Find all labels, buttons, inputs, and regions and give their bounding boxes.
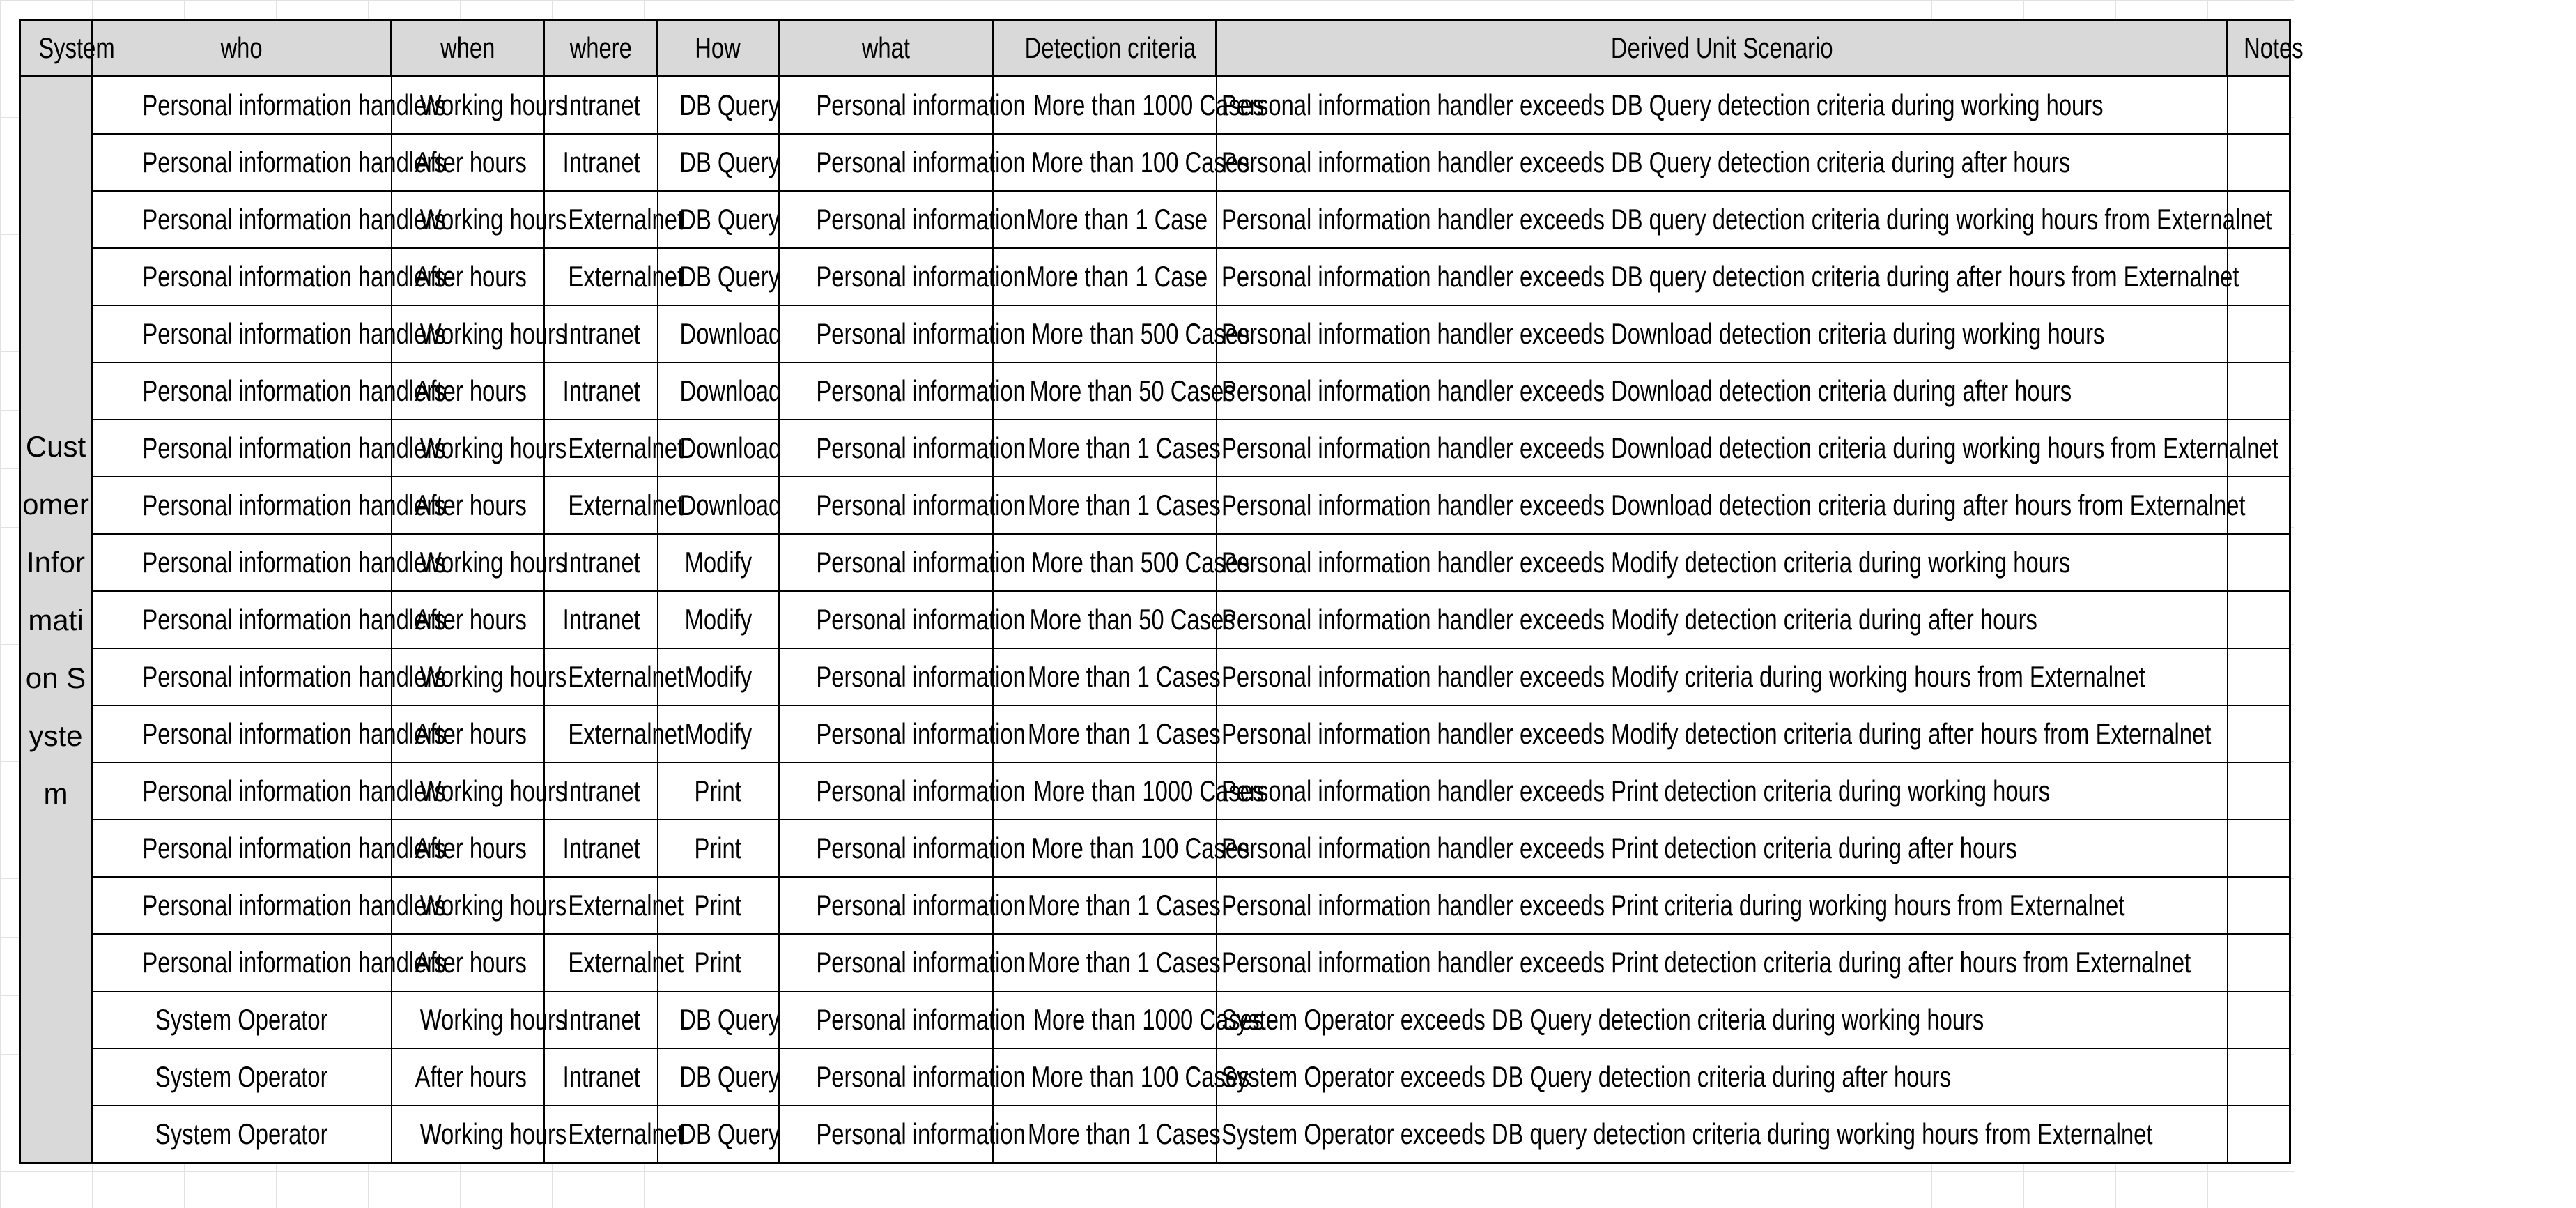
cell-how-text: DB Query xyxy=(679,146,780,178)
cell-criteria[interactable] xyxy=(993,1048,1249,1106)
cell-who[interactable] xyxy=(92,877,446,934)
cell-who[interactable] xyxy=(92,477,446,534)
cell-notes[interactable] xyxy=(2228,877,2290,934)
cell-notes[interactable] xyxy=(2228,934,2290,991)
cell-scenario[interactable] xyxy=(1217,248,2239,305)
cell-what-text: Personal information xyxy=(815,774,1026,807)
cell-who-text: Personal information handlers xyxy=(142,89,446,121)
cell-how-text: DB Query xyxy=(679,203,780,236)
header-notes-label: Notes xyxy=(2244,31,2304,64)
table-row xyxy=(20,534,2290,591)
cell-when-text: After hours xyxy=(415,832,527,864)
cell-what-text: Personal information xyxy=(815,603,1026,636)
cell-scenario[interactable] xyxy=(1217,648,2228,705)
cell-when-text: Working hours xyxy=(419,431,566,464)
cell-notes[interactable] xyxy=(2228,763,2290,820)
cell-how[interactable] xyxy=(658,1048,779,1106)
cell-what[interactable] xyxy=(779,1106,1026,1163)
cell-how-text: Download xyxy=(679,317,781,350)
header-what[interactable] xyxy=(779,20,993,77)
cell-criteria[interactable] xyxy=(993,934,1221,991)
cell-when-text: After hours xyxy=(415,603,527,636)
table-row xyxy=(20,820,2290,877)
cell-when-text: Working hours xyxy=(419,1003,566,1036)
cell-who[interactable] xyxy=(92,248,446,305)
cell-scenario[interactable] xyxy=(1217,877,2228,934)
cell-how-text: Modify xyxy=(684,717,752,750)
cell-when-text: After hours xyxy=(415,374,527,407)
cell-what-text: Personal information xyxy=(815,946,1026,979)
cell-who-text: System Operator xyxy=(155,1003,328,1036)
table-row xyxy=(20,934,2290,991)
cell-criteria-text: More than 1 Cases xyxy=(1027,431,1221,464)
header-row xyxy=(20,20,2290,77)
table-body xyxy=(20,77,2290,1163)
cell-who-text: Personal information handlers xyxy=(142,489,446,521)
cell-criteria[interactable] xyxy=(993,305,1249,362)
cell-when-text: Working hours xyxy=(419,317,566,350)
cell-what-text: Personal information xyxy=(815,260,1026,293)
cell-who-text: System Operator xyxy=(155,1060,328,1093)
cell-criteria[interactable] xyxy=(993,134,1249,191)
cell-where-text: Externalnet xyxy=(567,1117,684,1150)
cell-who[interactable] xyxy=(92,77,446,135)
cell-criteria-text: More than 1 Cases xyxy=(1027,1117,1221,1150)
cell-who[interactable] xyxy=(92,305,446,362)
cell-scenario[interactable] xyxy=(1217,763,2228,820)
cell-scenario[interactable] xyxy=(1217,77,2228,135)
cell-criteria-text: More than 1 Cases xyxy=(1027,946,1221,979)
cell-how[interactable] xyxy=(658,991,779,1048)
cell-criteria[interactable] xyxy=(993,477,1221,534)
cell-scenario-text: Personal information handler exceeds Download detection criteria during working hours xyxy=(1221,317,2104,350)
cell-scenario[interactable] xyxy=(1217,534,2228,591)
cell-criteria-text: More than 1 Case xyxy=(1026,260,1208,293)
cell-scenario-text: Personal information handler exceeds Print detection criteria during after hours from Externalnet xyxy=(1221,946,2191,979)
cell-where-text: Intranet xyxy=(562,546,640,579)
cell-what-text: Personal information xyxy=(815,660,1026,693)
cell-where-text: Intranet xyxy=(562,317,640,350)
table-row xyxy=(20,477,2290,534)
cell-how[interactable] xyxy=(658,77,779,135)
cell-how-text: Download xyxy=(679,489,781,521)
cell-who[interactable] xyxy=(92,1048,392,1106)
cell-what-text: Personal information xyxy=(815,1060,1026,1093)
cell-how-text: Modify xyxy=(684,660,752,693)
cell-when[interactable] xyxy=(392,1106,566,1163)
cell-where[interactable] xyxy=(544,705,684,763)
cell-when-text: Working hours xyxy=(419,546,566,579)
cell-how-text: Modify xyxy=(684,546,752,579)
cell-criteria[interactable] xyxy=(993,648,1221,705)
cell-what-text: Personal information xyxy=(815,146,1026,178)
header-what-label: what xyxy=(861,31,910,64)
cell-notes[interactable] xyxy=(2228,648,2290,705)
cell-where-text: Intranet xyxy=(562,1060,640,1093)
cell-scenario[interactable] xyxy=(1217,934,2228,991)
cell-how[interactable] xyxy=(658,591,779,648)
cell-what[interactable] xyxy=(779,534,1026,591)
cell-criteria-text: More than 50 Cases xyxy=(1029,603,1235,636)
table-row xyxy=(20,77,2290,135)
cell-what[interactable] xyxy=(779,362,1026,420)
header-derived-unit-scenario-label: Derived Unit Scenario xyxy=(1610,31,1833,64)
cell-how[interactable] xyxy=(658,820,779,877)
table-row xyxy=(20,763,2290,820)
cell-scenario[interactable] xyxy=(1217,420,2278,477)
cell-where[interactable] xyxy=(544,477,684,534)
cell-scenario-text: Personal information handler exceeds Download detection criteria during after hours from Externalnet xyxy=(1221,489,2246,521)
cell-when-text: After hours xyxy=(415,717,527,750)
cell-criteria[interactable] xyxy=(993,362,1235,420)
cell-notes[interactable] xyxy=(2228,820,2290,877)
cell-what-text: Personal information xyxy=(815,1117,1026,1150)
header-when[interactable] xyxy=(392,20,544,77)
cell-where-text: Externalnet xyxy=(567,260,684,293)
cell-what[interactable] xyxy=(779,877,1026,934)
cell-when-text: Working hours xyxy=(419,203,566,236)
cell-who[interactable] xyxy=(92,934,446,991)
cell-criteria-text: More than 1 Cases xyxy=(1027,660,1221,693)
cell-where-text: Externalnet xyxy=(567,431,684,464)
cell-where-text: Externalnet xyxy=(567,489,684,521)
cell-scenario[interactable] xyxy=(1217,362,2228,420)
header-how[interactable] xyxy=(658,20,779,77)
table-row xyxy=(20,877,2290,934)
cell-how[interactable] xyxy=(658,763,779,820)
header-who[interactable] xyxy=(92,20,392,77)
cell-criteria[interactable] xyxy=(993,191,1217,248)
cell-when-text: After hours xyxy=(415,260,527,293)
cell-where[interactable] xyxy=(544,1048,658,1106)
cell-who-text: Personal information handlers xyxy=(142,374,446,407)
cell-where-text: Intranet xyxy=(562,89,640,121)
cell-where[interactable] xyxy=(544,134,658,191)
cell-how-text: DB Query xyxy=(679,1060,780,1093)
cell-how[interactable] xyxy=(658,534,779,591)
cell-scenario[interactable] xyxy=(1217,591,2228,648)
cell-who-text: Personal information handlers xyxy=(142,146,446,178)
cell-what[interactable] xyxy=(779,477,1026,534)
cell-who[interactable] xyxy=(92,705,446,763)
cell-scenario[interactable] xyxy=(1217,705,2228,763)
cell-scenario[interactable] xyxy=(1217,1106,2228,1163)
cell-how-text: DB Query xyxy=(679,1003,780,1036)
cell-what[interactable] xyxy=(779,305,1026,362)
cell-criteria[interactable] xyxy=(993,591,1235,648)
cell-notes[interactable] xyxy=(2228,991,2290,1048)
cell-who[interactable] xyxy=(92,420,446,477)
cell-how-text: Download xyxy=(679,431,781,464)
cell-notes[interactable] xyxy=(2228,705,2290,763)
cell-when-text: Working hours xyxy=(419,660,566,693)
cell-how[interactable] xyxy=(658,134,779,191)
cell-scenario-text: Personal information handler exceeds Print criteria during working hours from Externalnet xyxy=(1221,889,2124,922)
table-row xyxy=(20,991,2290,1048)
cell-what[interactable] xyxy=(779,77,1026,135)
cell-what[interactable] xyxy=(779,991,1026,1048)
header-where[interactable] xyxy=(544,20,658,77)
cell-criteria[interactable] xyxy=(993,877,1221,934)
header-where-label: where xyxy=(569,31,632,64)
cell-where-text: Externalnet xyxy=(567,717,684,750)
cell-scenario-text: Personal information handler exceeds DB query detection criteria during after hours from Externalnet xyxy=(1221,260,2239,293)
cell-scenario-text: Personal information handler exceeds Modify criteria during working hours from Externalnet xyxy=(1221,660,2145,693)
cell-how-text: DB Query xyxy=(679,1117,780,1150)
cell-when-text: After hours xyxy=(415,1060,527,1093)
cell-where-text: Externalnet xyxy=(567,203,684,236)
cell-scenario[interactable] xyxy=(1217,820,2228,877)
table-row xyxy=(20,705,2290,763)
cell-what[interactable] xyxy=(779,591,1026,648)
header-detection-criteria-label: Detection criteria xyxy=(1024,31,1196,64)
cell-where-text: Externalnet xyxy=(567,946,684,979)
cell-what-text: Personal information xyxy=(815,546,1026,579)
cell-who-text: Personal information handlers xyxy=(142,946,446,979)
cell-criteria-text: More than 1 Case xyxy=(1026,203,1208,236)
cell-criteria-text: More than 1 Cases xyxy=(1027,489,1221,521)
cell-where-text: Intranet xyxy=(562,1003,640,1036)
cell-where-text: Intranet xyxy=(562,146,640,178)
table-row xyxy=(20,134,2290,191)
cell-who[interactable] xyxy=(92,134,446,191)
cell-scenario-text: Personal information handler exceeds Modify detection criteria during after hours from Externalnet xyxy=(1221,717,2211,750)
cell-where-text: Externalnet xyxy=(567,889,684,922)
cell-what[interactable] xyxy=(779,820,1026,877)
cell-who-text: Personal information handlers xyxy=(142,203,446,236)
cell-who[interactable] xyxy=(92,534,446,591)
cell-notes[interactable] xyxy=(2228,362,2290,420)
cell-how-text: Print xyxy=(694,774,742,807)
cell-scenario[interactable] xyxy=(1217,1048,2228,1106)
scenario-table xyxy=(19,19,2304,1164)
cell-what[interactable] xyxy=(779,248,1026,305)
cell-how-text: DB Query xyxy=(679,260,780,293)
cell-how-text: DB Query xyxy=(679,89,780,121)
cell-scenario-text: Personal information handler exceeds Print detection criteria during after hours xyxy=(1221,832,2017,864)
cell-when-text: After hours xyxy=(415,489,527,521)
header-system-label: System xyxy=(38,31,115,64)
cell-what-text: Personal information xyxy=(815,832,1026,864)
cell-who[interactable] xyxy=(92,820,446,877)
table-row xyxy=(20,248,2290,305)
cell-what-text: Personal information xyxy=(815,1003,1026,1036)
table-row xyxy=(20,591,2290,648)
cell-scenario[interactable] xyxy=(1217,991,2228,1048)
cell-criteria[interactable] xyxy=(993,1106,1221,1163)
cell-criteria[interactable] xyxy=(993,420,1221,477)
cell-when-text: Working hours xyxy=(419,774,566,807)
cell-criteria[interactable] xyxy=(993,77,1264,135)
cell-scenario[interactable] xyxy=(1217,134,2228,191)
cell-scenario[interactable] xyxy=(1217,305,2228,362)
cell-how-text: Download xyxy=(679,374,781,407)
cell-who-text: Personal information handlers xyxy=(142,774,446,807)
system-name-label: Customer Information System xyxy=(22,429,89,810)
cell-scenario-text: System Operator exceeds DB query detection criteria during working hours from Externalnet xyxy=(1221,1117,2152,1150)
cell-where-text: Externalnet xyxy=(567,660,684,693)
cell-what-text: Personal information xyxy=(815,203,1026,236)
cell-what-text: Personal information xyxy=(815,89,1026,121)
cell-scenario-text: Personal information handler exceeds DB Query detection criteria during after hours xyxy=(1221,146,2070,178)
cell-scenario-text: Personal information handler exceeds Modify detection criteria during working hours xyxy=(1221,546,2070,579)
cell-how-text: Modify xyxy=(684,603,752,636)
cell-when-text: Working hours xyxy=(419,89,566,121)
cell-criteria-text: More than 1 Cases xyxy=(1027,889,1221,922)
cell-what[interactable] xyxy=(779,420,1026,477)
cell-where-text: Intranet xyxy=(562,374,640,407)
cell-who-text: Personal information handlers xyxy=(142,260,446,293)
cell-criteria-text: More than 100 Cases xyxy=(1031,146,1249,178)
cell-when-text: Working hours xyxy=(419,889,566,922)
cell-how-text: Print xyxy=(694,832,742,864)
cell-what-text: Personal information xyxy=(815,889,1026,922)
cell-where-text: Intranet xyxy=(562,774,640,807)
cell-scenario-text: System Operator exceeds DB Query detection criteria during after hours xyxy=(1221,1060,1951,1093)
cell-criteria-text: More than 50 Cases xyxy=(1029,374,1235,407)
cell-when[interactable] xyxy=(392,1048,544,1106)
cell-what[interactable] xyxy=(779,648,1026,705)
cell-scenario-text: System Operator exceeds DB Query detection criteria during working hours xyxy=(1221,1003,1984,1036)
cell-criteria[interactable] xyxy=(993,534,1249,591)
cell-how[interactable] xyxy=(658,305,779,362)
cell-what-text: Personal information xyxy=(815,717,1026,750)
cell-who[interactable] xyxy=(92,991,392,1048)
header-system[interactable] xyxy=(20,20,115,77)
table-row xyxy=(20,191,2290,248)
cell-what[interactable] xyxy=(779,1048,1026,1106)
header-who-label: who xyxy=(220,31,263,64)
cell-where[interactable] xyxy=(544,820,658,877)
cell-notes[interactable] xyxy=(2228,1048,2290,1106)
cell-where[interactable] xyxy=(544,934,684,991)
cell-when-text: Working hours xyxy=(419,1117,566,1150)
cell-criteria-text: More than 1 Cases xyxy=(1027,717,1221,750)
cell-what[interactable] xyxy=(779,191,1026,248)
cell-where-text: Intranet xyxy=(562,832,640,864)
cell-scenario-text: Personal information handler exceeds DB Query detection criteria during working hours xyxy=(1221,89,2104,121)
cell-what-text: Personal information xyxy=(815,431,1026,464)
cell-who[interactable] xyxy=(92,648,446,705)
cell-what[interactable] xyxy=(779,763,1026,820)
cell-who-text: Personal information handlers xyxy=(142,889,446,922)
cell-when-text: After hours xyxy=(415,946,527,979)
table-row xyxy=(20,305,2290,362)
cell-scenario[interactable] xyxy=(1217,477,2246,534)
cell-scenario-text: Personal information handler exceeds Print detection criteria during working hours xyxy=(1221,774,2050,807)
cell-where[interactable] xyxy=(544,248,684,305)
cell-scenario-text: Personal information handler exceeds Download detection criteria during after hours xyxy=(1221,374,2072,407)
cell-scenario-text: Personal information handler exceeds Download detection criteria during working hours from Externalnet xyxy=(1221,431,2278,464)
cell-criteria[interactable] xyxy=(993,763,1264,820)
cell-notes[interactable] xyxy=(2228,305,2290,362)
cell-what-text: Personal information xyxy=(815,317,1026,350)
cell-who-text: Personal information handlers xyxy=(142,832,446,864)
cell-criteria-text: More than 500 Cases xyxy=(1031,317,1249,350)
table-row xyxy=(20,1048,2290,1106)
cell-who[interactable] xyxy=(92,591,446,648)
cell-scenario-text: Personal information handler exceeds Modify detection criteria during after hours xyxy=(1221,603,2037,636)
header-derived-unit-scenario[interactable] xyxy=(1217,20,2228,77)
cell-notes[interactable] xyxy=(2228,591,2290,648)
cell-who[interactable] xyxy=(92,1106,392,1163)
table-row xyxy=(20,1106,2290,1163)
cell-who-text: System Operator xyxy=(155,1117,328,1150)
cell-criteria-text: More than 500 Cases xyxy=(1031,546,1249,579)
header-how-label: How xyxy=(695,31,741,64)
table-row xyxy=(20,648,2290,705)
cell-criteria-text: More than 100 Cases xyxy=(1031,832,1249,864)
header-detection-criteria[interactable] xyxy=(993,20,1217,77)
cell-criteria-text: More than 1000 Cases xyxy=(1033,774,1264,807)
cell-criteria-text: More than 1000 Cases xyxy=(1033,1003,1264,1036)
cell-what-text: Personal information xyxy=(815,489,1026,521)
cell-notes[interactable] xyxy=(2228,134,2290,191)
header-when-label: when xyxy=(440,31,495,64)
cell-when-text: After hours xyxy=(415,146,527,178)
cell-who-text: Personal information handlers xyxy=(142,603,446,636)
cell-criteria-text: More than 1000 Cases xyxy=(1033,89,1264,121)
cell-scenario-text: Personal information handler exceeds DB query detection criteria during working hours from Externalnet xyxy=(1221,203,2272,236)
cell-where[interactable] xyxy=(544,362,658,420)
cell-who[interactable] xyxy=(92,191,446,248)
cell-who-text: Personal information handlers xyxy=(142,317,446,350)
cell-how-text: Print xyxy=(694,889,742,922)
cell-notes[interactable] xyxy=(2228,1106,2290,1163)
cell-how[interactable] xyxy=(658,362,779,420)
cell-where[interactable] xyxy=(544,591,658,648)
cell-scenario[interactable] xyxy=(1217,191,2272,248)
cell-when[interactable] xyxy=(392,991,566,1048)
cell-what[interactable] xyxy=(779,934,1026,991)
cell-what[interactable] xyxy=(779,705,1026,763)
cell-who[interactable] xyxy=(92,763,446,820)
cell-who-text: Personal information handlers xyxy=(142,660,446,693)
cell-notes[interactable] xyxy=(2228,534,2290,591)
cell-where-text: Intranet xyxy=(562,603,640,636)
cell-what[interactable] xyxy=(779,134,1026,191)
header-notes[interactable] xyxy=(2228,20,2304,77)
cell-criteria[interactable] xyxy=(993,991,1264,1048)
cell-what-text: Personal information xyxy=(815,374,1026,407)
cell-who-text: Personal information handlers xyxy=(142,717,446,750)
cell-notes[interactable] xyxy=(2228,77,2290,135)
cell-how-text: Print xyxy=(694,946,742,979)
system-name-cell[interactable] xyxy=(20,77,92,1163)
cell-criteria-text: More than 100 Cases xyxy=(1031,1060,1249,1093)
table-row xyxy=(20,362,2290,420)
cell-criteria[interactable] xyxy=(993,705,1221,763)
table-row xyxy=(20,420,2290,477)
cell-who-text: Personal information handlers xyxy=(142,431,446,464)
cell-criteria[interactable] xyxy=(993,820,1249,877)
cell-who[interactable] xyxy=(92,362,446,420)
cell-criteria[interactable] xyxy=(993,248,1217,305)
cell-who-text: Personal information handlers xyxy=(142,546,446,579)
